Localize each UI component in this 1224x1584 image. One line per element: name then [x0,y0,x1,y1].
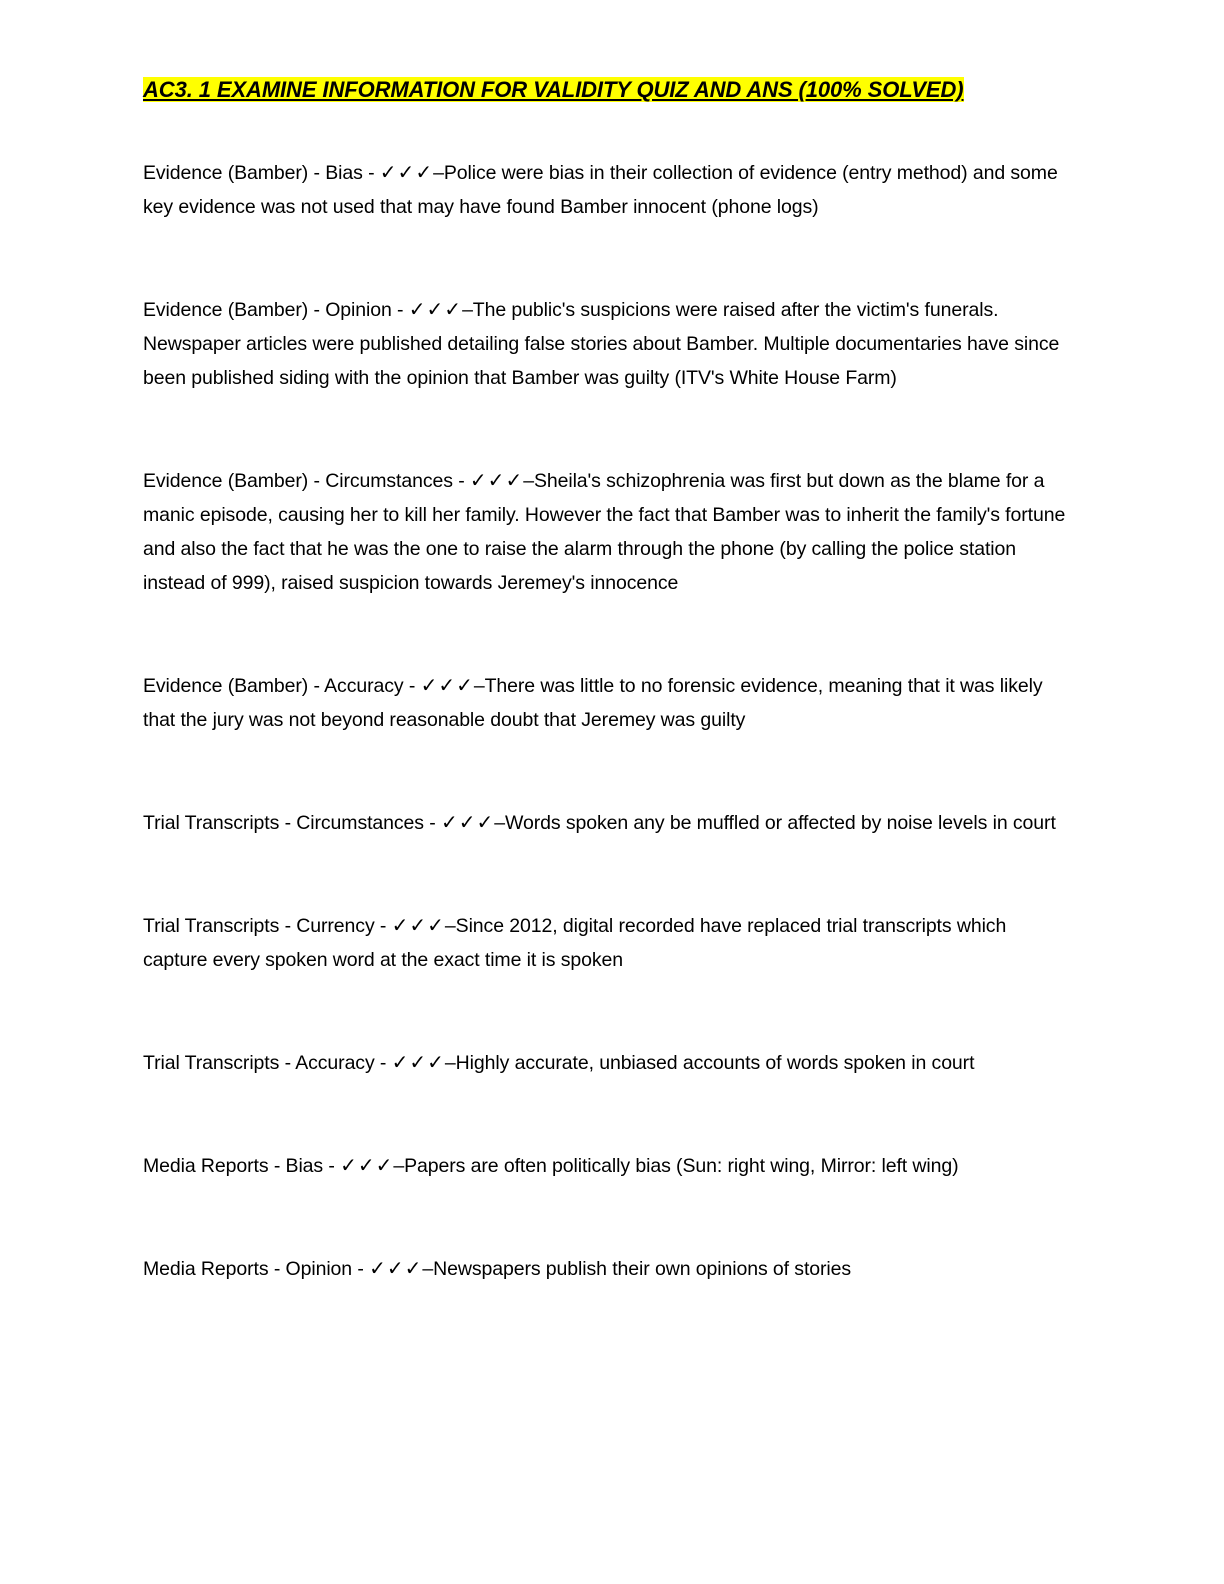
check-marks-icon: ✓✓✓ [420,673,474,697]
entry-answer: –The public's suspicions were raised after the victim's funerals. Newspaper articles were published detailing false stories about Bamber. Multiple documentaries have since been published siding with the opinion that Bamber was guilty (ITV's White House Farm) [143,299,1060,389]
entry-term: Trial Transcripts - Accuracy - [143,1052,392,1074]
entry-answer: –There was little to no forensic evidence, meaning that it was likely that the jury was not beyond reasonable doubt that Jeremey was guilty [143,675,1043,731]
entry-answer: –Newspapers publish their own opinions of stories [422,1258,852,1280]
check-marks-icon: ✓✓✓ [379,160,434,184]
entry-term: Trial Transcripts - Currency - [143,915,392,937]
qa-entry-media-opinion [143,1251,1073,1286]
qa-entry-evidence-bias [143,155,1073,224]
check-marks-icon: ✓✓✓ [340,1153,394,1177]
check-marks-icon: ✓✓✓ [440,810,495,834]
check-marks-icon: ✓✓✓ [391,913,445,937]
entry-term: Media Reports - Bias - [143,1155,341,1177]
entry-term: Evidence (Bamber) - Accuracy - [143,675,421,697]
entry-answer: –Words spoken any be muffled or affected by noise levels in court [494,812,1056,834]
qa-entry-evidence-circumstances [143,463,1073,600]
entry-answer: –Sheila's schizophrenia was first but down as the blame for a manic episode, causing her to kill her family. However the fact that Bamber was to inherit the family's fortune and also the fact that he was the one to raise the alarm through the phone (by calling the police station instead of 999), raised suspicion towards Jeremey's innocence [143,470,1066,594]
title-block [143,72,1073,111]
qa-entry-transcripts-circumstances [143,805,1073,840]
entry-term: Trial Transcripts - Circumstances - [143,812,441,834]
entry-term: Evidence (Bamber) - Bias - [143,162,380,184]
entry-answer: –Papers are often politically bias (Sun: right wing, Mirror: left wing) [393,1155,959,1177]
check-marks-icon: ✓✓✓ [369,1256,423,1280]
document-page [143,72,1073,1286]
entry-term: Media Reports - Opinion - [143,1258,370,1280]
qa-entry-transcripts-accuracy [143,1045,1073,1080]
check-marks-icon: ✓✓✓ [469,468,524,492]
entry-answer: –Police were bias in their collection of evidence (entry method) and some key evidence was not used that may have found Bamber innocent (phone logs) [143,162,1058,218]
entry-answer: –Highly accurate, unbiased accounts of words spoken in court [444,1052,975,1074]
check-marks-icon: ✓✓✓ [408,297,463,321]
check-marks-icon: ✓✓✓ [391,1050,445,1074]
qa-entry-evidence-accuracy [143,668,1073,737]
qa-entry-evidence-opinion [143,292,1073,395]
qa-entry-transcripts-currency [143,908,1073,977]
entry-term: Evidence (Bamber) - Circumstances - [143,470,470,492]
entry-term: Evidence (Bamber) - Opinion - [143,299,409,321]
document-title: AC3. 1 EXAMINE INFORMATION FOR VALIDITY QUIZ AND ANS (100% SOLVED) [143,77,964,102]
entry-answer: –Since 2012, digital recorded have replaced trial transcripts which capture every spoken word at the exact time it is spoken [143,915,1007,971]
qa-entry-media-bias [143,1148,1073,1183]
